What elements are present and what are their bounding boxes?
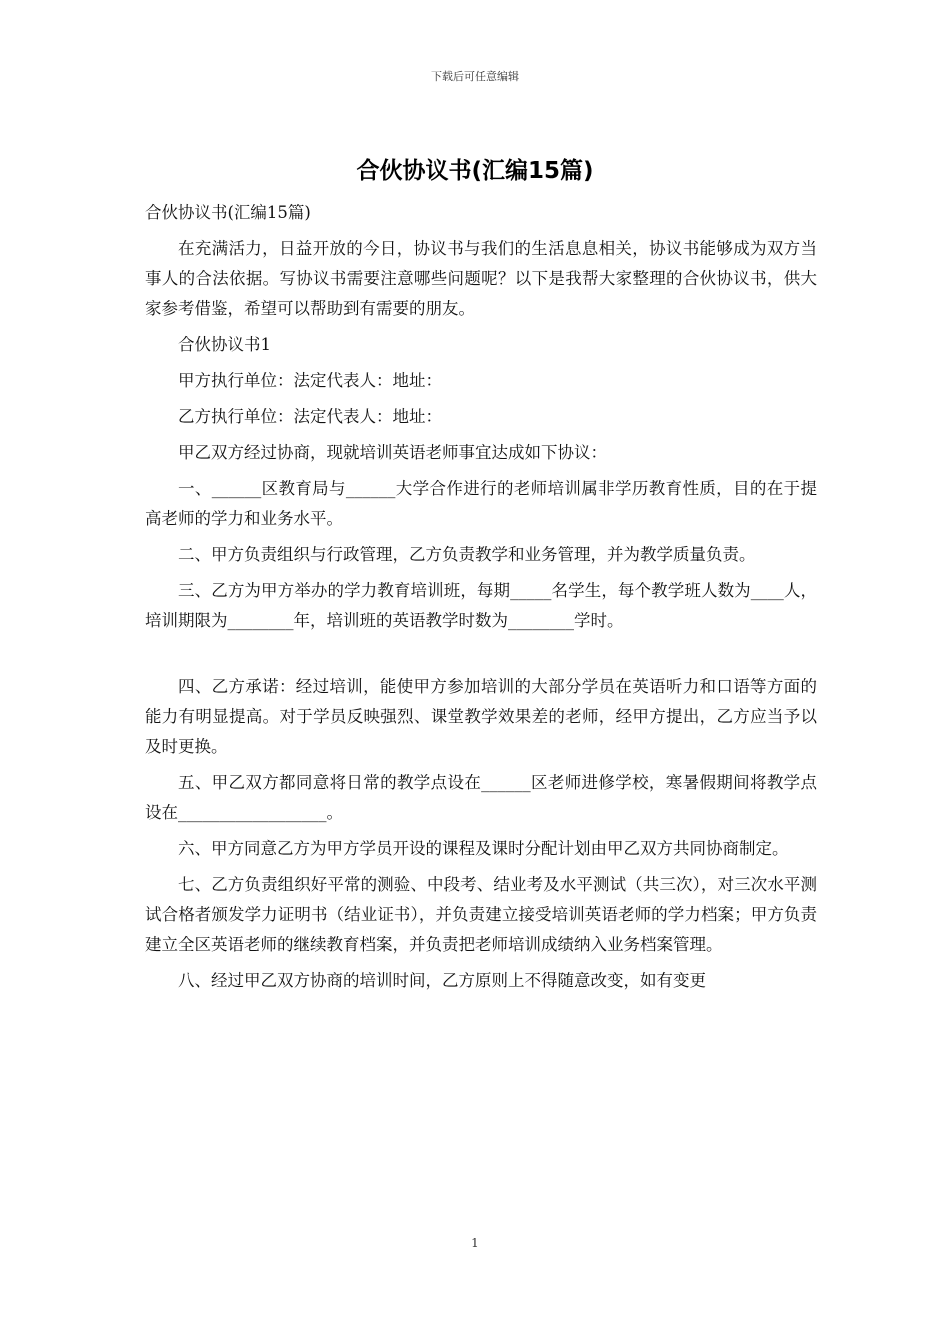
document-body: [145, 198, 817, 1002]
clause-6: 六、甲方同意乙方为甲方学员开设的课程及课时分配计划由甲乙双方共同协商制定。: [178, 839, 789, 858]
clause-7: 七、乙方负责组织好平常的测验、中段考、结业考及水平测试（共三次），对三次水平测试合格者颁发学力证明书（结业证书），并负责建立接受培训英语老师的学力档案；甲方负责建立全区英语老师的继续教育档案，并负责把老师培训成绩纳入业务档案管理。: [145, 875, 817, 954]
header-note: 下载后可任意编辑: [431, 70, 519, 83]
blank-line: [145, 642, 817, 672]
document-title: 合伙协议书(汇编15篇): [356, 158, 594, 184]
clause-2: 二、甲方负责组织与行政管理，乙方负责教学和业务管理，并为教学质量负责。: [178, 545, 756, 564]
clause-3: 三、乙方为甲方举办的学力教育培训班，每期_____名学生，每个教学班人数为____人，培训期限为________年，培训班的英语教学时数为________学时。: [145, 581, 817, 630]
clause-8: 八、经过甲乙双方协商的培训时间，乙方原则上不得随意改变，如有变更: [178, 971, 706, 990]
party-b-line: 乙方执行单位：法定代表人：地址：: [178, 407, 442, 426]
intro-paragraph: 在充满活力，日益开放的今日，协议书与我们的生活息息相关，协议书能够成为双方当事人的合法依据。写协议书需要注意哪些问题呢？以下是我帮大家整理的合伙协议书，供大家参考借鉴，希望可以帮助到有需要的朋友。: [145, 239, 817, 318]
agreement-preamble: 甲乙双方经过协商，现就培训英语老师事宜达成如下协议：: [178, 443, 607, 462]
page-number: 1: [471, 1236, 479, 1250]
party-a-line: 甲方执行单位：法定代表人：地址：: [178, 371, 442, 390]
clause-1: 一、______区教育局与______大学合作进行的老师培训属非学历教育性质，目的在于提高老师的学力和业务水平。: [145, 479, 817, 528]
clause-5: 五、甲乙双方都同意将日常的教学点设在______区老师进修学校，寒暑假期间将教学点设在__________________。: [145, 773, 817, 822]
section-heading: 合伙协议书1: [178, 335, 271, 354]
subtitle-paragraph: 合伙协议书(汇编15篇): [145, 203, 311, 222]
clause-4: 四、乙方承诺：经过培训，能使甲方参加培训的大部分学员在英语听力和口语等方面的能力有明显提高。对于学员反映强烈、课堂教学效果差的老师，经甲方提出，乙方应当予以及时更换。: [145, 677, 817, 756]
